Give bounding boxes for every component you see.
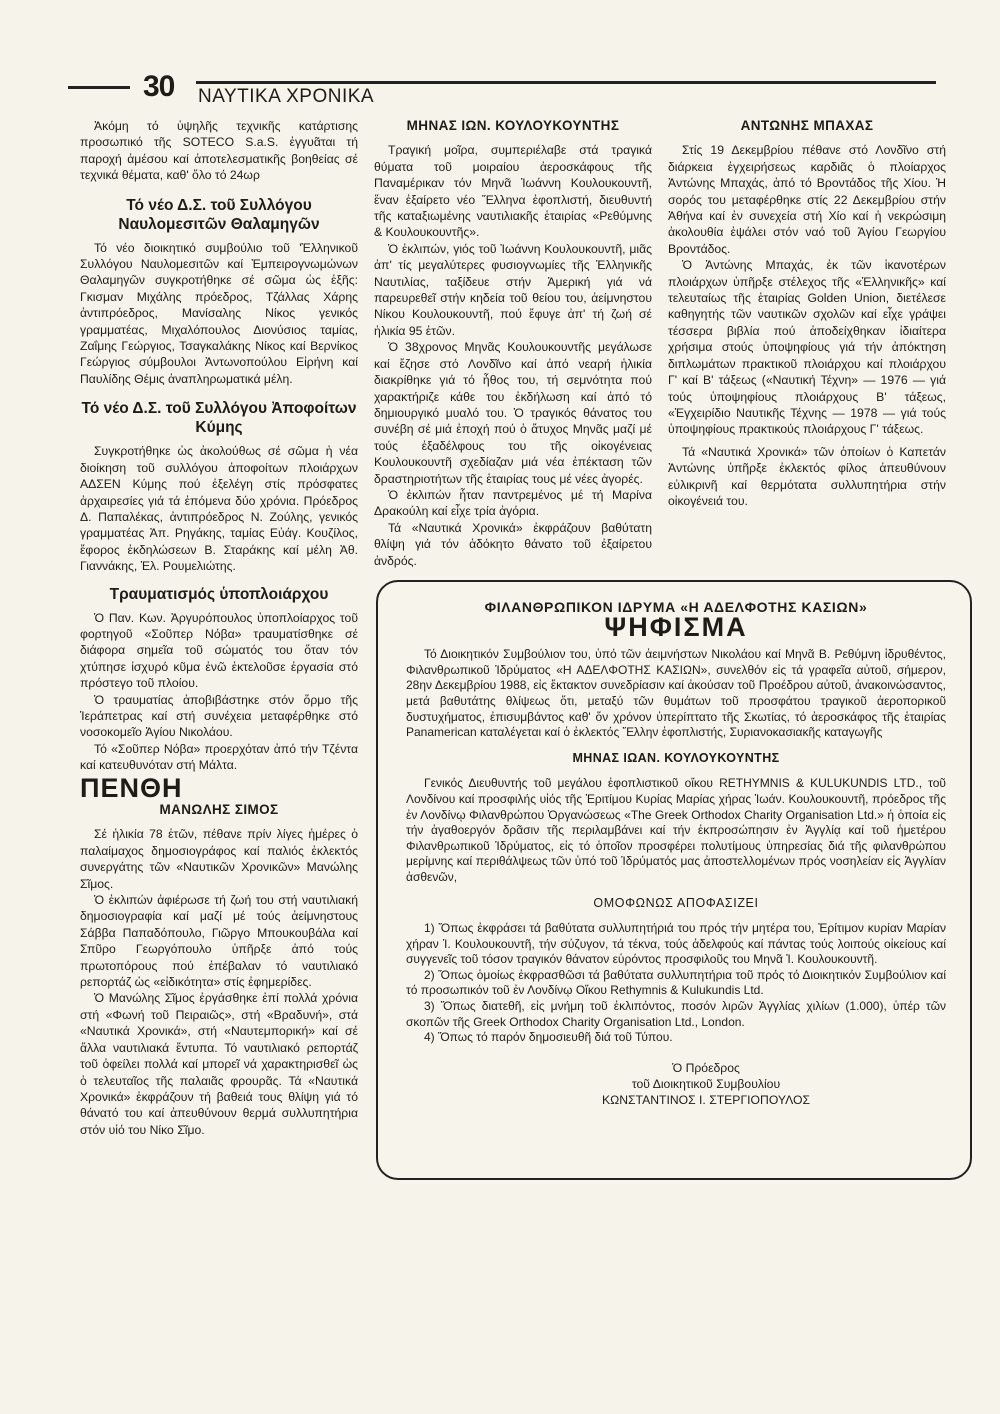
column-left (80, 118, 358, 1138)
header-rule-right (196, 81, 936, 84)
obituary-name-kouloukountis: ΜΗΝΑΣ ΙΩΝ. ΚΟΥΛΟΥΚΟΥΝΤΗΣ (406, 118, 620, 133)
signature-title: Ὁ Πρόεδρος (672, 1060, 740, 1075)
injury-paragraph-2: Ὁ τραυματίας ἀποβιβάστηκε στόν ὅρμο τῆς Ἱεράπετρας καί στή συνέχεια μεταφέρθηκε στό νοσοκομεῖο Ἁγίου Νικολάου. (80, 692, 358, 740)
magazine-title: ΝΑΥΤΙΚΑ ΧΡΟΝΙΚΑ (198, 86, 375, 107)
section-heading-kymi-graduates: Τό νέο Δ.Σ. τοῦ Συλλόγου Ἀποφοίτων Κύμης (81, 400, 357, 437)
resolution-item-2: 2) Ὅπως ὁμοίως ἐκφρασθῶσι τά βαθύτατα συλλυπητήρια τοῦ πρός τό Διοικητικόν Συμβούλιον καί τό προσωπικόν τοῦ ἐν Λονδίνῳ Οἴκου Rethymnis & Kulukundis Ltd. (406, 967, 946, 998)
section-heading-yacht-brokers: Τό νέο Δ.Σ. τοῦ Συλλόγου Ναυλομεσιτῶν Θαλαμηγῶν (118, 196, 320, 233)
bachas-paragraph-2: Ὁ Ἀντώνης Μπαχάς, ἐκ τῶν ἱκανοτέρων πλοιάρχων ὑπῆρξε στέλεχος τῆς «Ἑλληνικῆς» καί τελευταίως τῆς ἑταιρίας Golden Union, διετέλεσε καθηγητής τῶν ναυτικῶν σχολῶν καί εἶχε γράψει τέσσερα βιβλία πού ἀποδείχθηκαν ἰδιαίτερα χρήσιμα στούς ὑποψηφίους γιά τήν ἀπόκτηση διπλωμάτων πρακτικοῦ πλοιάρχου καί πλοιάρχου Γ' καί Β' τάξεως («Ναυτική Τέχνη» — 1976 — γιά τούς ὑποψηφίους πλοιάρχους Β' τάξεως, «Ἐγχειρίδιο Ναυτικῆς Τέχνης — 1978 — γιά τούς ὑποψηφίους πρακτικούς πλοιάρχους Γ' τάξεως. (668, 258, 946, 437)
foundation-name: ΦΙΛΑΝΘΡΩΠΙΚΟΝ ΙΔΡΥΜΑ «Η ΑΔΕΛΦΟΤΗΣ ΚΑΣΙΩΝ» (484, 599, 868, 615)
column-right (668, 118, 946, 509)
injury-paragraph-1: Ὁ Παν. Κων. Ἀργυρόπουλος ὑποπλοίαρχος τοῦ φορτηγοῦ «Σοῦπερ Νόβα» τραυματίσθηκε σέ διάφορα σημεῖα τοῦ σώματός του ὅταν τόν χτύπησε ἰσχυρό κῦμα ἐνῶ ἐκτελοῦσε ἐργασία στό πρόστεγο τοῦ πλοίου. (80, 610, 358, 691)
obituary-name-bachas: ΑΝΤΩΝΗΣ ΜΠΑΧΑΣ (740, 118, 874, 133)
resolution-body: Γενικός Διευθυντής τοῦ μεγάλου ἐφοπλιστικοῦ οἴκου RETHYMNIS & KULUKUNDIS LTD., τοῦ Λονδίνου καί προσφιλής υἱός τῆς Ἐριτίμου Κυρίας Μαρίας χήρας Ἰωάν. Κουλουκουντῆ, πρόεδρος τῆς ἐν Λονδίνῳ Φιλανθρώπου Ὀργανώσεως «The Greek Orthodox Charity Organisation Ltd.» ἡ ὁποία εἰς τήν ἀγαθοεργόν δρᾶσιν τῆς περιλαμβάνει καί τήν ἐκπροσώπησιν ἐν Ἀγγλίᾳ καί τοῦ ἡμετέρου Φιλανθρωπικοῦ Ἱδρύματος, εἰς τό ὁποῖον προσφέρει πολυτίμους ὑπηρεσίας διά τῆς φιλανθρώπου μερίμνης καί περιθάλψεως τῶν ὑπό τοῦ Ἱδρύματός μας ἀποστελλομένων πρός νοσηλείαν εἰς Ἀγγλίαν ἀσθενῶν, (406, 776, 946, 884)
kouloukountis-paragraph-4: Ὁ ἐκλιπών ἦταν παντρεμένος μέ τή Μαρίνα Δρακούλη καί εἶχε τρία ἀγόρια. (374, 487, 652, 519)
resolution-deceased-name: ΜΗΝΑΣ ΙΩΑΝ. ΚΟΥΛΟΥΚΟΥΝΤΗΣ (572, 750, 780, 765)
simos-paragraph-1: Σέ ἡλικία 78 ἐτῶν, πέθανε πρίν λίγες ἡμέρες ὁ παλαίμαχος δημοσιογράφος καί παλιός ἐκλεκτός συνεργάτης τῶν «Ναυτικῶν Χρονικῶν» Μανώλης Σῖμος. (80, 827, 358, 891)
resolution-decides: ΟΜΟΦΩΝΩΣ ΑΠΟΦΑΣΙΖΕΙ (593, 895, 759, 910)
header-rule-left (68, 86, 130, 89)
kouloukountis-paragraph-3: Ὁ 38χρονος Μηνᾶς Κουλουκουντῆς μεγάλωσε καί ἔζησε στό Λονδῖνο καί ἀπό νεαρή ἡλικία διακρίθηκε γιά τό ἦθος του, τή σεμνότητα πού χαρακτήριζε κάθε του ἐκδήλωση καί ἀπό τό δημιουργικό μυαλό του. Ὁ τραγικός θάνατος του συνέβη σέ μιά ἐποχή πού ὁ ἄτυχος Μηνᾶς μαζί μέ τούς ἐξαδέλφους του τῆς οἰκογένειας Κουλουκουντῆ σχεδίαζαν μιά νέα ἐπέκταση τῶν δραστηριοτήτων τῆς ἑταιρίας τους μέ νέες ἀγορές. (374, 340, 652, 486)
intro-paragraph: Ἀκόμη τό ὑψηλῆς τεχνικῆς κατάρτισης προσωπικό τῆς SOTECO S.a.S. ἐγγυᾶται τή παροχή ἀμέσου καί ἀποτελεσματικῆς βοηθείας σέ τεχνικά θέματα, καθ' ὅλο τό 24ωρ (80, 119, 358, 183)
yacht-brokers-paragraph: Τό νέο διοικητικό συμβούλιο τοῦ 'Ἑλληνικοῦ Συλλόγου Ναυλομεσιτῶν καί Ἐμπειρογνωμώνων Θαλαμηγῶν συγκροτήθηκε σέ σῶμα ὡς ἑξῆς: Γκισμαν Μιχάλης πρόεδρος, Τζάλλας Χάρης ἀντιπρόεδρος, Μανίσαλης Νίκος γενικός γραμματέας, Μιχαλόπουλος Διονύσιος ταμίας, Ζαΐμης Γεώργιος, Τσαγκαλάκης Νίκος καί Βερνίκος Γεώργιος σύμβουλοι Ἀντωνοπούλου Εἰρήνη καί Παυλίδης Θέμις ἀναπληρωματικά μέλη. (80, 240, 358, 386)
resolution-intro: Τό Διοικητικόν Συμβούλιον του, ὑπό τῶν ἀειμνήστων Νικολάου καί Μηνᾶ Β. Ρεθύμνη ἱδρυθέντος, Φιλανθρωπικοῦ Ἱδρύματος «Η ΑΔΕΛΦΟΤΗΣ ΚΑΣΙΩΝ», συνελθόν εἰς τά γραφεῖα αὐτοῦ, σήμερον, 28ην Δεκεμβρίου 1988, εἰς ἔκτακτον συνεδρίασιν καί ἀκούσαν τοῦ Προέδρου αὐτοῦ, ἀνακοινώσαντος, μετά βαθυτάτης θλίψεως ὅτι, μεταξύ τῶν θυμάτων τοῦ προσφάτου τραγικοῦ ἀεροπορικοῦ δυστυχήματος, ἐπισυμβάντος καθ' ὅν χρόνον ὑπερίπτατο τῆς Σκωτίας, τό ἀεροσκάφος τῆς ἑταιρίας Panamerican καταλέγεται καί ὁ ἐκλεκτός Ἕλλην ἐφοπλιστής, Συριανοκασιακῆς καταγωγῆς (406, 647, 946, 740)
resolution-item-4: 4) Ὅπως τό παρόν δημοσιευθῆ διά τοῦ Τύπου. (424, 1030, 673, 1045)
resolution-content (406, 600, 946, 1108)
signature-name: ΚΩΝΣΤΑΝΤΙΝΟΣ Ι. ΣΤΕΡΓΙΟΠΟΥΛΟΣ (601, 1092, 811, 1107)
injury-paragraph-3: Τό «Σοῦπερ Νόβα» προερχόταν ἀπό τήν Τζέντα καί κατευθυνόταν στή Μάλτα. (80, 741, 358, 773)
kymi-graduates-paragraph: Συγκροτήθηκε ὡς ἀκολούθως σέ σῶμα ἡ νέα διοίκηση τοῦ συλλόγου ἀποφοίτων πλοιάρχων ΑΔΣΕΝ Κύμης πού ἐξελέγη στίς πρόσφατες ἀρχαιρεσίες γιά τά ἑπόμενα δύο χρόνια. Πρόεδρος Δ. Παπαλέκας, ἀντιπρόεδρος Ν. Ζούλης, γενικός γραμματέας Ἀπ. Ρηγάκης, ταμίας Εὐάγ. Κουζίλος, ἔφορος ἐκδηλώσεων Β. Σταράκης καί μέλη Ἀθ. Γιαννάκης, Ἐλ. Ρουμελιώτης. (80, 444, 358, 574)
column-middle (374, 118, 652, 569)
bachas-paragraph-1: Στίς 19 Δεκεμβρίου πέθανε στό Λονδῖνο στή διάρκεια ἐγχειρήσεως καρδιᾶς ὁ πλοίαρχος Ἀντώνης Μπαχάς, ἀπό τό Βροντάδος τῆς Χίου. Ἡ σορός του μεταφέρθηκε στίς 22 Δεκεμβρίου στήν Ἀθήνα καί ἐν συνεχεία στή Χίο καί ἡ νεκρώσιμη ἀκολουθία ἐψάλει στόν ναό τοῦ Ἁγίου Γεωργίου Βροντάδος. (668, 143, 946, 256)
kouloukountis-paragraph-1: Τραγική μοῖρα, συμπεριέλαβε στά τραγικά θύματα τοῦ μοιραίου ἀεροσκάφους τῆς Παναμέρικαν τόν Μηνᾶ Ἰωάννη Κουλουκουντῆ, ἕναν ἐξαίρετο νέο Ἕλληνα ἐφοπλιστή, διευθυντή τῆς καταξιωμένης ναυτιλιακῆς ἑταιρίας «Ρεθύμνης & Κουλουκουντῆς». (374, 143, 652, 240)
obituary-name-simos: ΜΑΝΩΛΗΣ ΣΙΜΟΣ (159, 802, 279, 817)
kouloukountis-paragraph-2: Ὁ ἐκλιπών, γιός τοῦ Ἰωάννη Κουλουκουντῆ, μιᾶς ἀπ' τίς μεγαλύτερες φυσιογνωμίες τῆς Ἑλληνικῆς Ναυτιλίας, ταξίδευε στήν Ἀμερική γιά νά παρευρεθεῖ στήν κηδεία τοῦ θείου του, ἀείμνηστου Νίκου Κουλουκουντῆ, πού ἔφυγε ἀπ' τή ζωή σέ ἡλικία 95 ἐτῶν. (374, 241, 652, 338)
signature-body: τοῦ Διοικητικοῦ Συμβουλίου (631, 1076, 781, 1091)
kouloukountis-paragraph-5: Τά «Ναυτικά Χρονικά» ἐκφράζουν βαθύτατη θλίψη γιά τόν ἀδόκητο θάνατο τοῦ ἐξαίρετου ἀνδρός. (374, 520, 652, 568)
simos-paragraph-3: Ὁ Μανώλης Σῖμος ἐργάσθηκε ἐπί πολλά χρόνια στή «Φωνή τοῦ Πειραιῶς», στή «Βραδυνή», στά «Ναυτικά Χρονικά», στή «Ναυτεμπορική» καί σέ ἄλλα ναυτιλιακά ἔντυπα. Τό ναυτιλιακό ρεπορτάζ τοῦ ὀφείλει πολλά καί μπορεῖ νά χαρακτηρισθεῖ ὡς ὁ τελευταῖος τῆς παλαιᾶς φρουρᾶς. Τά «Ναυτικά Χρονικά» ἐκφράζουν τή βαθειά τους θλίψη γιά τό θάνατό του καί ἀπευθύνουν θερμά συλλυπητήρια στόν υἱό του Νίκο Σῖμο. (80, 991, 358, 1137)
bachas-paragraph-3: Τά «Ναυτικά Χρονικά» τῶν ὁποίων ὁ Καπετάν Ἀντώνης ὑπῆρξε ἐκλεκτός φίλος ἀπευθύνουν εὐλικρινῆ καί θερμότατα συλλυπητήρια στήν οἰκογένειά του. (668, 444, 946, 508)
simos-paragraph-2: Ὁ ἐκλιπών ἀφιέρωσε τή ζωή του στή ναυτιλιακή δημοσιογραφία καί μαζί μέ τούς ἀείμνηστους Σάββα Παπαδόπουλο, Γιῶργο Μπουκουβάλα καί Σπῦρο Γεωργόπουλο ὑπῆρξε ἀπό τούς πρωτοπόρους πού ἐπέβαλαν τό ναυτιλιακό ρεπορτάζ ὡς «εἰδικότητα» στίς ἐφημερίδες. (80, 893, 358, 990)
resolution-item-1: 1) Ὅπως ἐκφράσει τά βαθύτατα συλλυπητήριά του πρός τήν μητέρα του, Ἐρίτιμον κυρίαν Μαρίαν χήραν Ἰ. Κουλουκουντῆ, τήν σύζυγον, τά τέκνα, τούς ἀδελφούς καί πάντας τούς λοιπούς οἰκείους καί συγγενεῖς τοῦ τόσον τραγικόν θάνατον εὑρόντος προσφιλοῦς του Μηνᾶ Ἰ. Κουλουκουντῆ. (406, 921, 946, 967)
resolution-item-3: 3) Ὅπως διατεθῆ, εἰς μνήμη τοῦ ἐκλιπόντος, ποσόν λιρῶν Ἀγγλίας χιλίων (1.000), ὑπέρ τῶν σκοπῶν τῆς Greek Orthodox Charity Organisation Ltd., London. (406, 999, 946, 1029)
obituaries-heading: ΠΕΝΘΗ (80, 772, 183, 803)
resolution-title: ΨΗΦΙΣΜΑ (604, 611, 748, 642)
section-heading-injury: Τραυματισμός ὑποπλοιάρχου (109, 585, 329, 603)
resolution-box (376, 580, 972, 1180)
signature-block (406, 1060, 946, 1108)
page-number: 30 (143, 70, 175, 103)
